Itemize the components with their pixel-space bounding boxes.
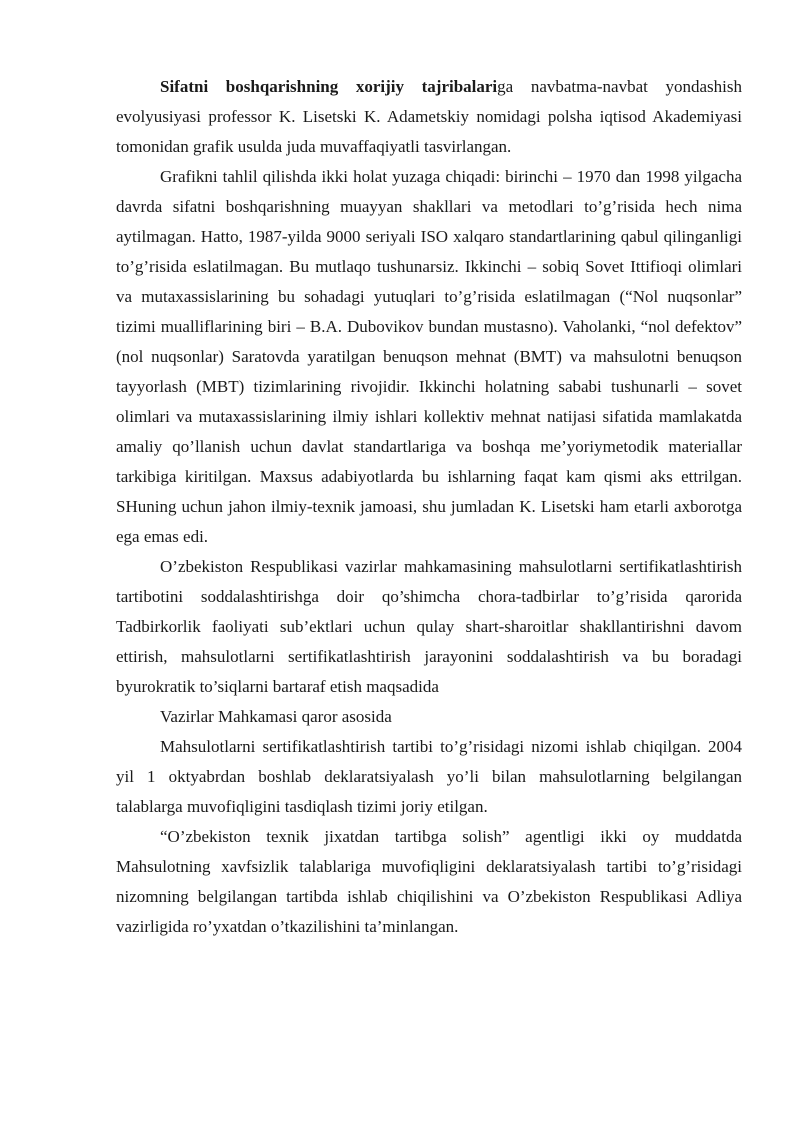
- paragraph-resolution-basis: Vazirlar Mahkamasi qaror asosida: [160, 707, 392, 726]
- paragraph-agency-task: “O’zbekiston texnik jixatdan tartibga solish” agentligi ikki oy muddatda Mahsulotning xavfsizlik talablariga muvofiqligini deklaratsiyalash tartibi to’g’risidagi nizomning belgilangan tartibda ishlab chiqilishini va O’zbekiston Respublikasi Adliya vazirligida ro’yxatdan o’tkazilishini ta’minlangan.: [116, 827, 742, 936]
- paragraph-cabinet-resolution: O’zbekiston Respublikasi vazirlar mahkamasining mahsulotlarni sertifikatlashtirish tartibotini soddalashtirishga doir qo’shimcha chora-tadbirlar to’g’risida qarorida Tadbirkorlik faoliyati sub’ektlari uchun qulay shart-sharoitlar shakllantirishni davom ettirish, mahsulotlarni sertifikatlashtirish jarayonini soddalashtirish va bu boradagi byurokratik to’siqlarni bartaraf etish maqsadida: [116, 557, 742, 696]
- document-body: [116, 72, 742, 942]
- paragraph-graph-analysis: Grafikni tahlil qilishda ikki holat yuzaga chiqadi: birinchi – 1970 dan 1998 yilgacha davrda sifatni boshqarishning muayyan shakllari va metodlari to’g’risida hech nima aytilmagan. Hatto, 1987-yilda 9000 seriyali ISO xalqaro standartlarining qabul qilinganligi to’g’risida eslatilmagan. Bu mutlaqo tushunarsiz. Ikkinchi – sobiq Sovet Ittifioqi olimlari va mutaxassislarining bu sohadagi yutuqlari to’g’risida eslatilmagan (“Nol nuqsonlar” tizimi mualliflarining biri – B.A. Dubovikov bundan mustasno). Vaholanki, “nol defektov” (nol nuqsonlar) Saratovda yaratilgan benuqson mehnat (BMT) va mahsulotni benuqson tayyorlash (MBT) tizimlarining rivojidir. Ikkinchi holatning sababi tushunarli – sovet olimlari va mutaxassislarining ilmiy ishlari kollektiv mehnat natijasi sifatida mamlakatda amaliy qo’llanish uchun davlat standartlariga va boshqa me’yoriymetodik materiallar tarkibiga kiritilgan. Maxsus adabiyotlarda bu ishlarning faqat kam qismi aks ettrilgan. SHuning uchun jahon ilmiy-texnik jamoasi, shu jumladan K. Lisetski ham etarli axborotga ega emas edi.: [116, 167, 742, 546]
- paragraph-certification-regulation: Mahsulotlarni sertifikatlashtirish tartibi to’g’risidagi nizomi ishlab chiqilgan. 2004 yil 1 oktyabrdan boshlab deklaratsiyalash yo’li bilan mahsulotlarning belgilangan talablarga muvofiqligini tasdiqlash tizimi joriy etilgan.: [116, 737, 742, 816]
- paragraph-bold-lead: Sifatni boshqarishning xorijiy tajribalari: [160, 77, 498, 96]
- paragraph-foreign-experience: [116, 72, 742, 162]
- paragraph-text: ga navbatma-navbat yondashish evolyusiyasi professor K. Lisetski K. Adametskiy nomidagi polsha iqtisod Akademiyasi tomonidan grafik usulda juda muvaffaqiyatli tasvirlangan.: [116, 77, 742, 156]
